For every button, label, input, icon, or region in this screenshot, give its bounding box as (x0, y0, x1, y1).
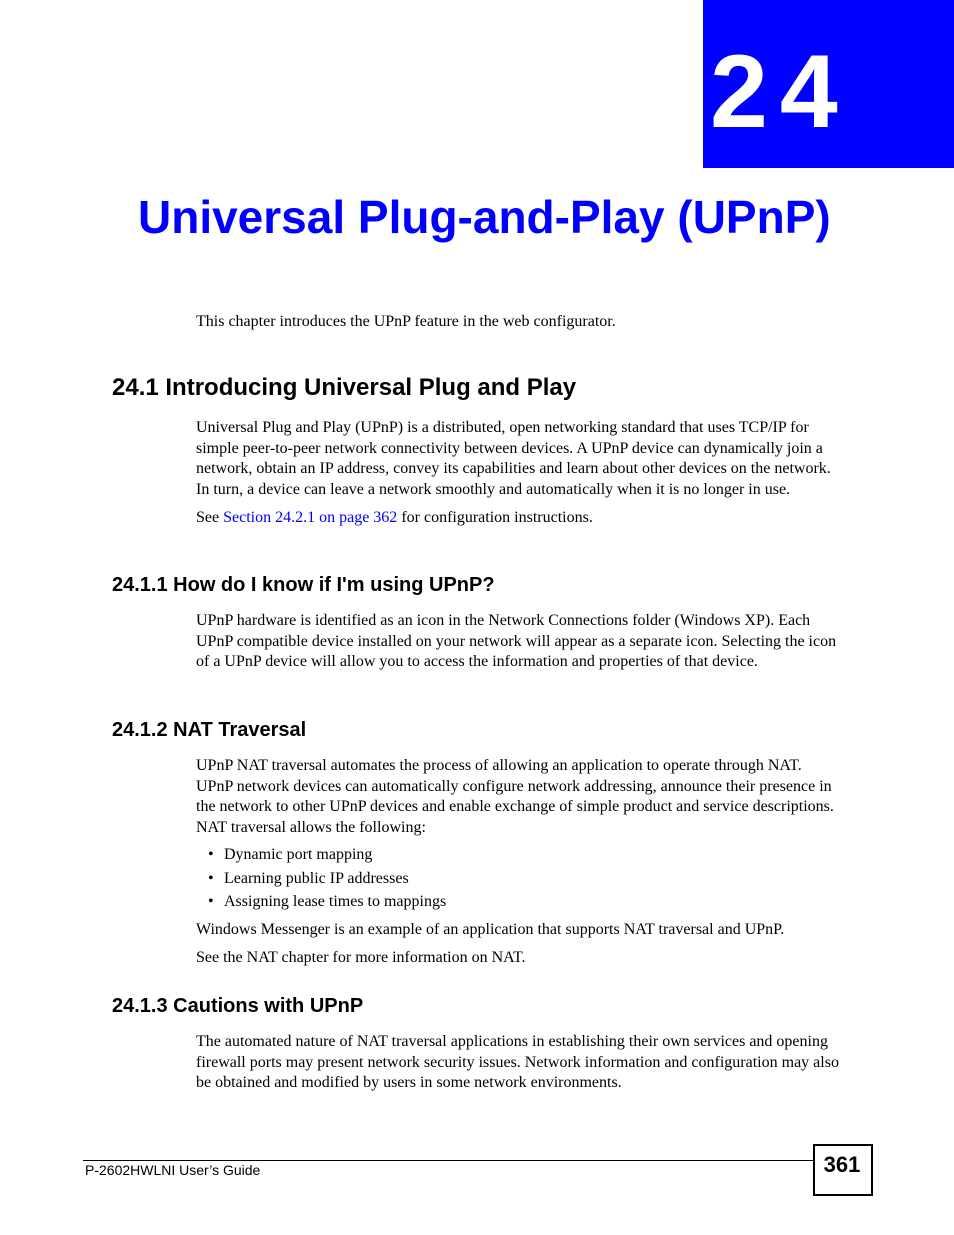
footer-guide-title: P-2602HWLNI User’s Guide (85, 1162, 261, 1178)
chapter-number: 24 (710, 34, 850, 150)
section-heading-24-1-2: 24.1.2 NAT Traversal (112, 719, 307, 741)
bullet-icon: • (208, 893, 214, 910)
list-item: • Dynamic port mapping (208, 846, 373, 863)
messenger-text: Windows Messenger is an example of an application that supports NAT traversal and UPnP. (196, 921, 785, 938)
bullet-icon: • (208, 869, 214, 887)
section-heading-24-1-1: 24.1.1 How do I know if I'm using UPnP? (112, 574, 495, 596)
see-section-line (196, 508, 842, 529)
section-24-1-3-paragraph: The automated nature of NAT traversal applications in establishing their own services and opening firewall ports may present network security issues. Network information and configuration may also be obtained and modified by users in some network environments. (196, 1033, 839, 1091)
section-heading-24-1-3: 24.1.3 Cautions with UPnP (112, 995, 364, 1017)
see-prefix: See (196, 509, 224, 526)
section-24-1-body (196, 418, 842, 529)
intro-text: This chapter introduces the UPnP feature in the web configurator. (196, 313, 616, 330)
chapter-intro (196, 312, 842, 333)
section-24-1-1-body (196, 611, 842, 673)
page-number: 361 (823, 1152, 861, 1177)
footer-rule (83, 1160, 813, 1161)
see-suffix: for configuration instructions. (397, 509, 593, 526)
see-nat-text: See the NAT chapter for more information on NAT. (196, 949, 526, 966)
section-24-1-2-paragraph: UPnP NAT traversal automates the process of allowing an application to operate through NAT. UPnP network devices can automatically configure network addressing, announce their presence in the network to other UPnP devices and enable exchange of simple product and service descriptions. NAT traversal allows the following: (196, 757, 834, 836)
section-24-1-paragraph: Universal Plug and Play (UPnP) is a distributed, open networking standard that uses TCP/IP for simple peer-to-peer network connectivity between devices. A UPnP device can dynamically join a network, obtain an IP address, convey its capabilities and learn about other devices on the network. In turn, a device can leave a network smoothly and automatically when it is no longer in use. (196, 419, 831, 498)
section-24-1-1-paragraph: UPnP hardware is identified as an icon in the Network Connections folder (Windows XP). Each UPnP compatible device installed on your network will appear as a separate icon. Selecting the icon of a UPnP device will allow you to access the information and properties of that device. (196, 612, 837, 670)
nat-feature-list (208, 845, 446, 916)
section-link[interactable]: Section 24.2.1 on page 362 (223, 509, 398, 526)
section-24-1-2-tail (196, 920, 842, 969)
list-item: • Assigning lease times to mappings (208, 893, 447, 910)
section-24-1-3-body (196, 1032, 842, 1094)
bullet-icon: • (208, 846, 214, 863)
list-item: • Learning public IP addresses (208, 869, 409, 887)
chapter-title: Universal Plug-and-Play (UPnP) (138, 191, 831, 243)
section-heading-24-1: 24.1 Introducing Universal Plug and Play (112, 374, 577, 401)
section-24-1-2-body (196, 756, 842, 838)
